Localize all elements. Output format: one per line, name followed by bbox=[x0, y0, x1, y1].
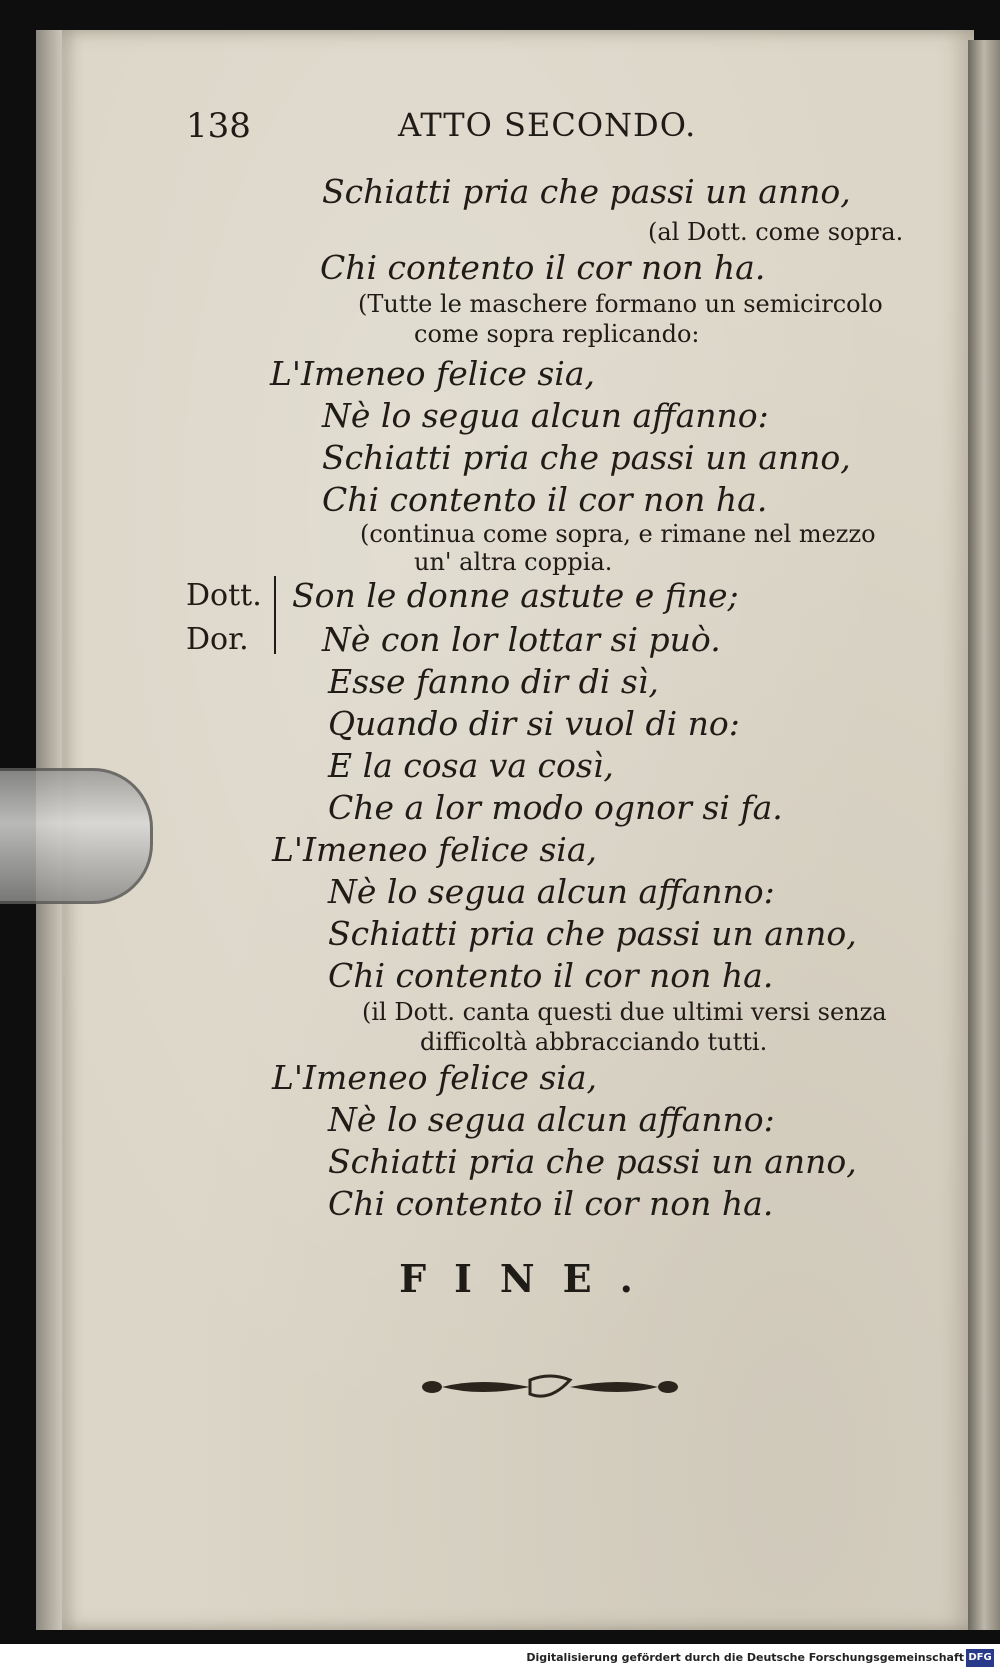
stage-direction: (al Dott. come sopra. bbox=[648, 218, 904, 246]
speaker-name: Dott. bbox=[186, 578, 262, 613]
page-clip bbox=[0, 768, 153, 904]
stage-direction: un' altra coppia. bbox=[414, 548, 613, 576]
verse-line: Schiatti pria che passi un anno, bbox=[322, 438, 851, 477]
stage-direction: (Tutte le maschere formano un semicircolo bbox=[358, 290, 883, 318]
verse-line: Che a lor modo ognor si fa. bbox=[328, 788, 783, 827]
verse-line: L'Imeneo felice sia, bbox=[272, 830, 597, 869]
verse-line: Esse fanno dir di sì, bbox=[328, 662, 659, 701]
verse-line: L'Imeneo felice sia, bbox=[270, 354, 595, 393]
running-title: ATTO SECONDO. bbox=[398, 106, 697, 144]
verse-line: Son le donne astute e fine; bbox=[292, 576, 739, 615]
speaker-bracket bbox=[264, 576, 276, 654]
verse-line: Nè lo segua alcun affanno: bbox=[328, 872, 775, 911]
footer-bar bbox=[0, 1644, 1000, 1674]
speaker-name: Dor. bbox=[186, 622, 249, 657]
verse-line: Chi contento il cor non ha. bbox=[328, 956, 774, 995]
ornament-divider bbox=[420, 1372, 680, 1402]
stage-direction: come sopra replicando: bbox=[414, 320, 700, 348]
verse-line: Chi contento il cor non ha. bbox=[320, 248, 766, 287]
verse-line: Nè con lor lottar si può. bbox=[322, 620, 721, 659]
verse-line: Nè lo segua alcun affanno: bbox=[322, 396, 769, 435]
stage-direction: (continua come sopra, e rimane nel mezzo bbox=[360, 520, 876, 548]
verse-line: Chi contento il cor non ha. bbox=[328, 1184, 774, 1223]
page-number: 138 bbox=[186, 106, 251, 146]
digitization-credit: Digitalisierung gefördert durch die Deutsche Forschungsgemeinschaft bbox=[526, 1651, 964, 1664]
fine-heading: FINE. bbox=[399, 1256, 661, 1301]
verse-line: Chi contento il cor non ha. bbox=[322, 480, 768, 519]
verse-line: Schiatti pria che passi un anno, bbox=[328, 1142, 857, 1181]
stage-direction: difficoltà abbracciando tutti. bbox=[420, 1028, 768, 1056]
verse-line: L'Imeneo felice sia, bbox=[272, 1058, 597, 1097]
verse-line: Schiatti pria che passi un anno, bbox=[322, 172, 851, 211]
verse-line: Quando dir si vuol di no: bbox=[328, 704, 740, 743]
verse-line: Nè lo segua alcun affanno: bbox=[328, 1100, 775, 1139]
verse-line: Schiatti pria che passi un anno, bbox=[328, 914, 857, 953]
stage-direction: (il Dott. canta questi due ultimi versi senza bbox=[362, 998, 887, 1026]
book-edge-right bbox=[968, 40, 1000, 1630]
dfg-logo: DFG bbox=[966, 1649, 994, 1667]
verse-line: E la cosa va così, bbox=[328, 746, 614, 785]
